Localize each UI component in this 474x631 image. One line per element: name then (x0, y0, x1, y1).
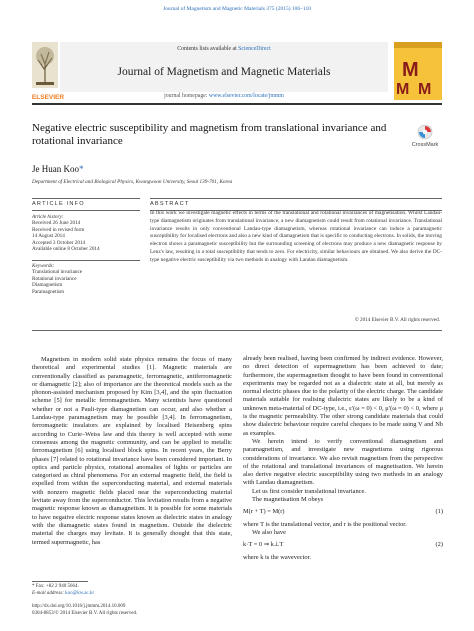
history-line: 14 August 2014 (32, 233, 65, 240)
history-label: Article history: (32, 214, 64, 220)
keyword: Rotational invariance (32, 275, 77, 282)
author-name: Je Huan Koo (32, 164, 79, 174)
body-left-column (32, 356, 232, 547)
equation-expression: M(r + T) = M(r) (243, 508, 285, 516)
history-line: Received 26 June 2014 (32, 220, 81, 227)
keyword: Paramagnetism (32, 288, 64, 295)
journal-cover-image (394, 42, 442, 100)
body-right-column (243, 355, 443, 562)
sciencedirect-link[interactable]: ScienceDirect (238, 46, 271, 52)
equation-2 (243, 541, 443, 549)
homepage-link[interactable]: www.elsevier.com/locate/jmmm (208, 93, 284, 99)
abstract-rule-bottom (32, 330, 442, 331)
article-info-heading: ARTICLE INFO (32, 201, 85, 207)
svg-text:M: M (402, 59, 419, 81)
publisher-name: ELSEVIER (31, 94, 65, 101)
info-rule-top (32, 198, 140, 199)
footnote-rule (32, 581, 88, 582)
email-link[interactable]: koo@kw.ac.kr (65, 591, 95, 596)
equation-number: (1) (435, 508, 443, 516)
crossmark-label: CrossMark (411, 142, 439, 148)
elsevier-tree-logo (32, 42, 58, 88)
issn-line: 0304-8853/© 2014 Elsevier B.V. All rights reserved. (32, 611, 138, 616)
crossmark-icon (417, 124, 433, 140)
email-label: E-mail address: (32, 591, 64, 596)
crossmark-badge[interactable] (407, 124, 443, 148)
article-title: Negative electric susceptibility and magnetism from translational invariance and rotational invariance (32, 122, 387, 147)
doi-link[interactable]: http://dx.doi.org/10.1016/j.jmmm.2014.10.009 (32, 604, 126, 609)
svg-text:M: M (418, 81, 432, 98)
footnote-email (32, 591, 94, 596)
body-paragraph: We herein intend to verify conventional diamagnetism and paramagnetism, and investigate new magnetisms using rigorous considerations of invariance. We also revisit magnetism from the perspective of the rotational and translational invariances of magnetisation. We herein also derive negative electric susceptibility using two methods in an analogy with Landau diamagnetism. (243, 437, 443, 487)
keywords-label: Keywords: (32, 263, 55, 269)
contents-prefix: Contents lists available at (177, 46, 237, 52)
svg-text:M: M (396, 81, 410, 98)
homepage-line (60, 93, 388, 99)
keyword: Diamagnetism (32, 282, 63, 289)
journal-reference[interactable]: Journal of Magnetism and Magnetic Materials 375 (2015) 106–110 (163, 6, 311, 12)
affiliation: Department of Electrical and Biological Physics, Kwangwoon University, Seoul 139-701, Korea (32, 179, 233, 185)
history-line: Received in revised form (32, 226, 85, 233)
homepage-prefix: journal homepage: (164, 93, 208, 99)
abstract-text: In this work we investigate magnetic effects in terms of the translational and rotational invariances of magnetisation. Whilst Landau-type diamagnetism originates from translational invariance, a new diamagnetism could result from rotational invariance. Translational invariance results in only conventional Landau-type diamagnetism, whereas rotational invariance can induce a paramagnetic susceptibility for localised electrons and also a new kind of diamagnetism that is specific to conducting electrons. In solids, the moving electron shows a paramagnetic susceptibility but the surrounding screening of electrons may produce a new diamagnetic response by Lenz's law, resulting in a total susceptibility that tends to zero. For electricity, similar behaviours are obtained. We also derive the DC-type negative electric susceptibility via two methods in analogy with Landau diamagnetism. (150, 210, 442, 263)
header-rule (32, 103, 442, 105)
contents-line (60, 46, 388, 52)
journal-title: Journal of Magnetism and Magnetic Materials (117, 66, 331, 78)
footnote-fax: * Fax: +82 2 940 5664. (32, 584, 79, 589)
equation-1 (243, 508, 443, 516)
body-paragraph: Magnetism in modern solid state physics remains the focus of many theoretical and experimental studies [1]. Magnetic materials are conventionally classified as paramagnetic, ferromagnetic, antiferromagnetic or diamagnetic [2]; also of importance are the theoretical models such as the phonon-assisted mechanism proposed by Kim [3,4], and the spin fluctuation scheme [5] for metallic ferromagnetism. Many scientists have questioned whether or not a Pauli-type diamagnetism can occur, and also whether a Landau-type paramagnetism may be possible [3,4]. In ferromagnetism, ferromagnetic insulators are explained by localised Heisenberg spins according to Curie–Weiss law and this theory is well accepted with some consensus among the magnetic community, and can be applied to metallic ferromagnetism [6] using localised block spins. In recent years, the Berry phases [7] related to rotational invariance have been considered important. In optics and particle physics, rotational anomalies of lights or particles are categorised as chiral phenomena. For an external magnetic field, the field is expelled from within the superconducting material, and external materials with nonzero magnetic fields placed near the superconducting material levitate away from the superconductor. This levitation results from a negative magnetic response known as diamagnetism. It is possible for some materials to have negative electric response states known as dielectric states in analogy with the diamagnetic states found in magnetism. Outside the dielectric material the charges may levitate. It is generally thought that this state, termed supermagnetic, has (32, 356, 232, 546)
body-paragraph: already been realised, having been confirmed by indirect evidence. However, no direct detection of supermagnetism has been achieved to date; furthermore, the supermagnetism thought to have been found in conventional experiments may be regarded not as a dialectric state at all, but merely as normal electric phases due to the polarity of the electric charge. The candidate materials suitable for realising dialectric states are likely to be a kind of unknown meta-material of DC-type, i.e., ε′(ω = 0) < 0, μ′(ω = 0) < 0, where μ is the magnetic permeability. The other strong candidate materials that could show dialectric behaviour require careful cheques to be made using V and Nb as examples. (243, 355, 443, 437)
abstract-copyright: © 2014 Elsevier B.V. All rights reserved. (354, 317, 440, 323)
body-paragraph: Let us first consider translational invariance. (252, 487, 366, 495)
author-line (32, 164, 84, 174)
article-history (32, 214, 140, 252)
equation-number: (2) (435, 541, 443, 549)
body-paragraph: We also have (252, 528, 286, 536)
abstract-heading: ABSTRACT (150, 201, 190, 207)
info-rule-divider (32, 260, 140, 261)
abstract-rule-top (150, 198, 442, 199)
info-rule-mid (32, 210, 140, 211)
keywords (32, 263, 140, 295)
equation-expression: k·T = 0 ⇒ k⊥T (243, 541, 284, 549)
history-line: Available online 8 October 2014 (32, 246, 100, 253)
keyword: Translational invariance (32, 269, 83, 276)
history-line: Accepted 3 October 2014 (32, 239, 86, 246)
body-paragraph: where k is the wavevector. (243, 553, 311, 561)
body-paragraph: The magnetisation M obeys (252, 496, 324, 504)
author-footnote-mark[interactable]: * (79, 164, 84, 174)
body-paragraph: where T is the translational vector, and r is the positional vector. (243, 520, 407, 528)
